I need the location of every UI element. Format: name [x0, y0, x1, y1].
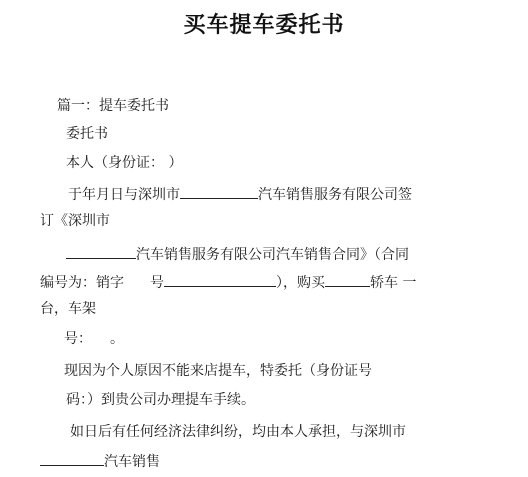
text-segment: 号： — [64, 331, 92, 347]
text-segment: 编号为：销字 — [40, 275, 124, 291]
liability-company-line — [40, 451, 160, 471]
section-heading: 篇一：提车委托书 — [57, 98, 169, 114]
text-segment: 于年月日与深圳市 — [68, 187, 180, 203]
liability-line: 如日后有任何经济法律纠纷，均由本人承担，与深圳市 — [70, 424, 406, 440]
chassis-line: 台，车架 — [40, 301, 96, 317]
document-title: 买车提车委托书 — [183, 12, 345, 38]
text-segment: 汽车销售服务有限公司汽车销售合同》（合同 — [136, 247, 409, 263]
contract-name-line: 订《深圳市 — [40, 213, 110, 229]
fill-blank — [325, 272, 370, 287]
text-segment: 轿车 一 — [370, 275, 417, 291]
delegate-line: 码：）到贵公司办理提车手续。 — [66, 392, 255, 408]
text-segment: ），购买 — [276, 275, 325, 291]
reason-line: 现因为个人原因不能来店提车，特委托（身份证号 — [64, 363, 372, 379]
text-segment: 汽车销售 — [104, 454, 160, 470]
fill-blank — [66, 244, 136, 259]
text-segment: 汽车销售服务有限公司签 — [258, 187, 412, 203]
principal-id-line: 本人（身份证： ） — [66, 155, 183, 171]
contract-number-line — [40, 272, 416, 292]
text-segment: 号 — [150, 275, 164, 291]
fill-blank — [40, 451, 104, 466]
contract-company-line — [66, 244, 409, 264]
chassis-number-line — [64, 330, 124, 348]
contract-date-line — [68, 184, 412, 204]
fill-blank — [180, 184, 258, 199]
fill-blank — [164, 272, 276, 287]
subheading-entrustment: 委托书 — [66, 126, 108, 142]
text-segment: 。 — [110, 331, 124, 347]
